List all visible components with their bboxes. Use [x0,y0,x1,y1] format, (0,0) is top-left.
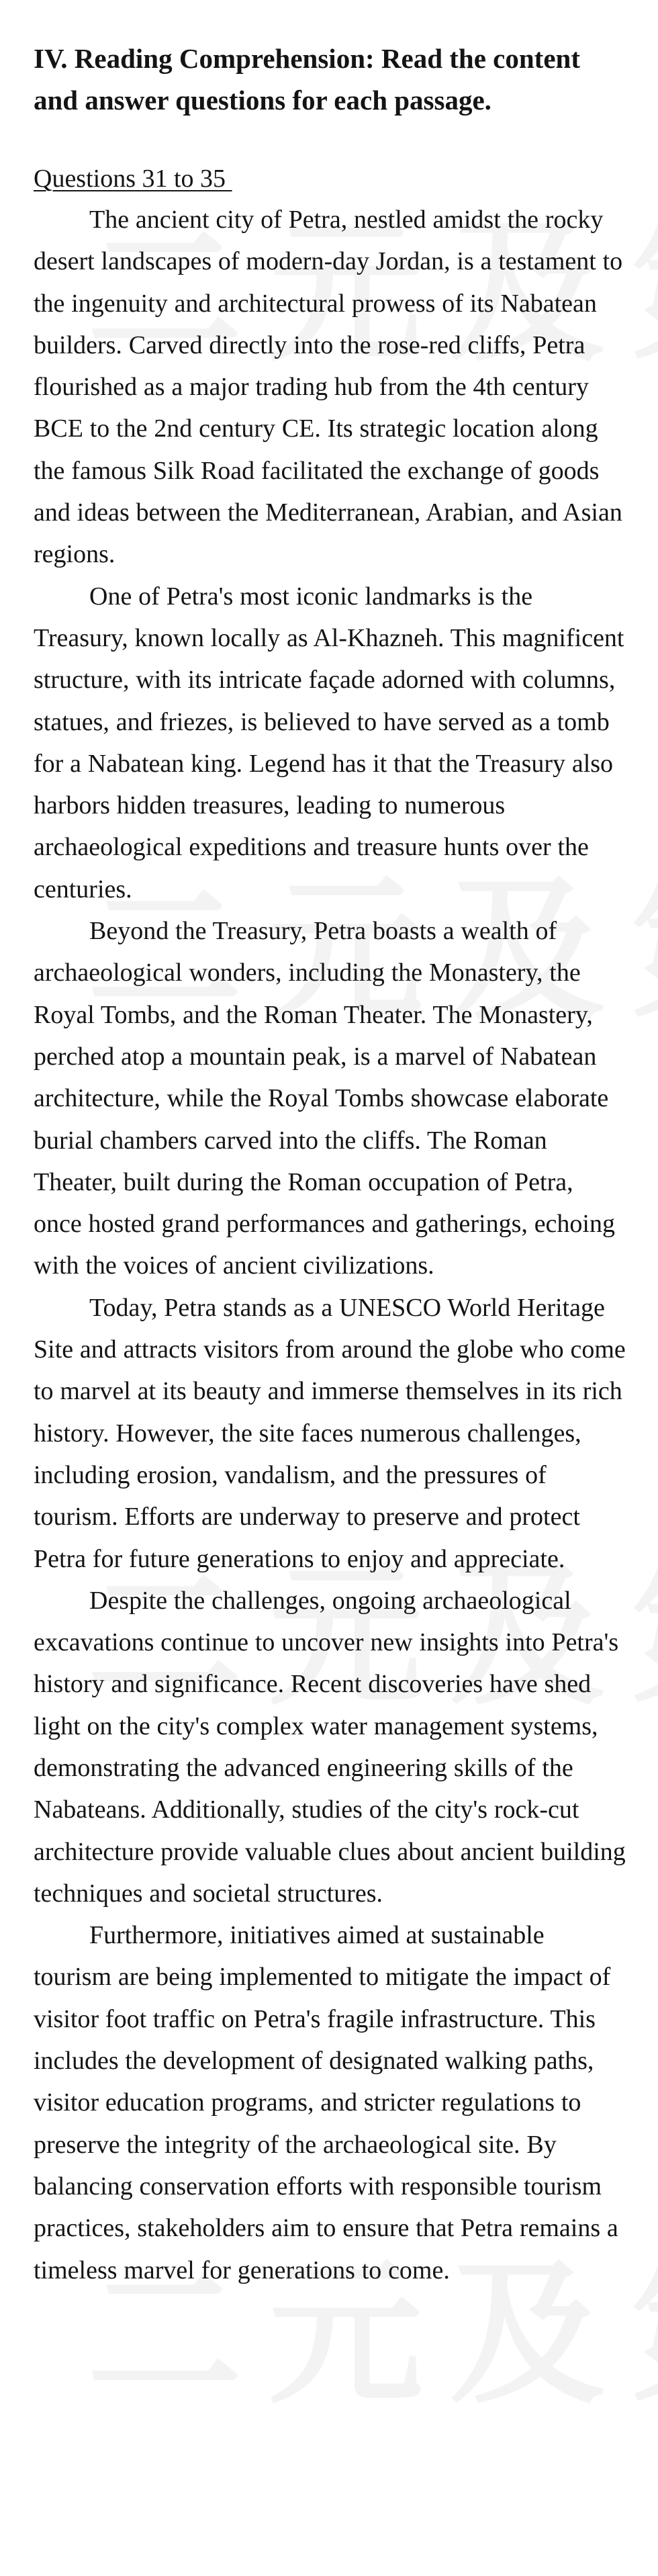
passage-paragraph-6: Furthermore, initiatives aimed at sustainable tourism are being implemented to mitigate the impact of visitor foot traffic on Petra's fragile infrastructure. This includes the development of designated walking paths, visitor education programs, and stricter regulations to preserve the integrity of the archaeological site. By balancing conservation efforts with responsible tourism practices, stakeholders aim to ensure that Petra remains a timeless marvel for generations to come. [34,1921,618,2284]
passage [34,199,628,2291]
questions-label: Questions 31 to 35 [34,165,232,193]
passage-paragraph-4: Today, Petra stands as a UNESCO World Heritage Site and attracts visitors from around the globe who come to marvel at its beauty and immerse themselves in its rich history. However, the site faces numerous challenges, including erosion, vandalism, and the pressures of tourism. Efforts are underway to preserve and protect Petra for future generations to enjoy and appreciate. [34,1293,626,1573]
passage-paragraph-1: The ancient city of Petra, nestled amidst the rocky desert landscapes of modern-day Jordan, is a testament to the ingenuity and architectural prowess of its Nabatean builders. Carved directly into the rose-red cliffs, Petra flourished as a major trading hub from the 4th century BCE to the 2nd century CE. Its strategic location along the famous Silk Road facilitated the exchange of goods and ideas between the Mediterranean, Arabian, and Asian regions. [34,206,623,569]
reading-section [34,38,628,2291]
passage-paragraph-3: Beyond the Treasury, Petra boasts a wealth of archaeological wonders, including the Monastery, the Royal Tombs, and the Roman Theater. The Monastery, perched atop a mountain peak, is a marvel of Nabatean architecture, while the Royal Tombs showcase elaborate burial chambers carved into the cliffs. The Roman Theater, built during the Roman occupation of Petra, once hosted grand performances and gatherings, echoing with the voices of ancient civilizations. [34,917,615,1280]
passage-paragraph-2: One of Petra's most iconic landmarks is the Treasury, known locally as Al-Khazneh. This magnificent structure, with its intricate façade adorned with columns, statues, and friezes, is believed to have served as a tomb for a Nabatean king. Legend has it that the Treasury also harbors hidden treasures, leading to numerous archaeological expeditions and treasure hunts over the centuries. [34,582,624,903]
passage-paragraph-5: Despite the challenges, ongoing archaeological excavations continue to uncover new insights into Petra's history and significance. Recent discoveries have shed light on the city's complex water management systems, demonstrating the advanced engineering skills of the Nabateans. Additionally, studies of the city's rock-cut architecture provide valuable clues about ancient building techniques and societal structures. [34,1586,626,1908]
section-heading: IV. Reading Comprehension: Read the content and answer questions for each passage. [34,43,580,116]
